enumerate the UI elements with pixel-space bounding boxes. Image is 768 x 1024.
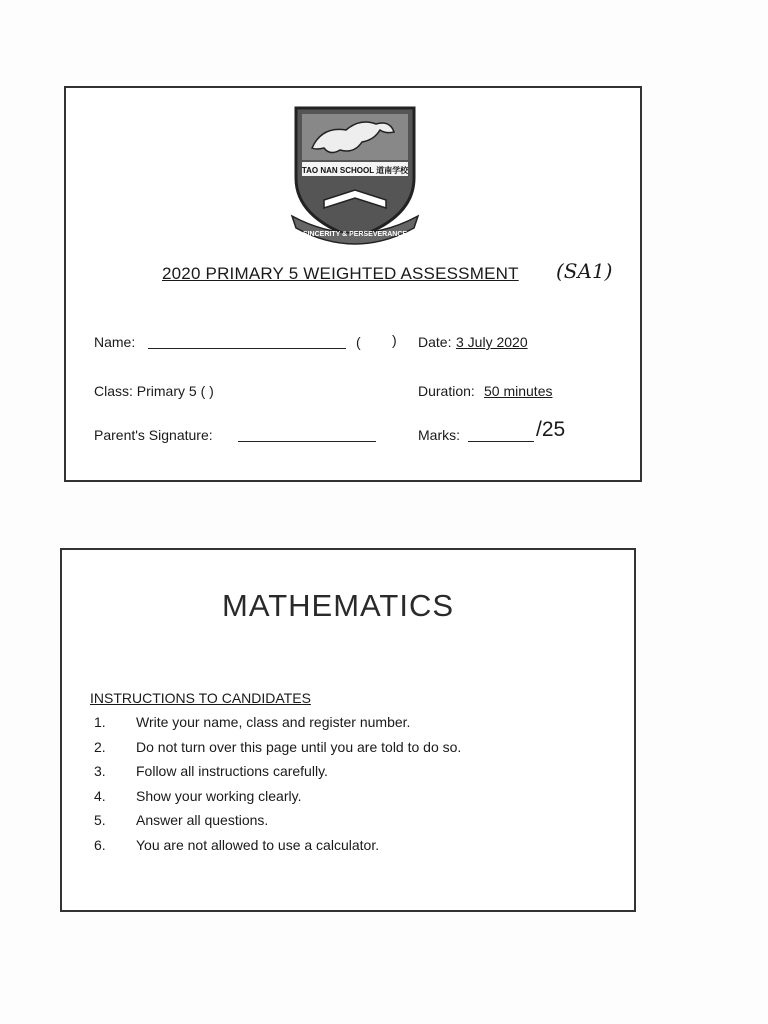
cover-section bbox=[64, 86, 642, 482]
class-label: Class: Primary 5 ( ) bbox=[94, 383, 214, 399]
item-text: Answer all questions. bbox=[136, 812, 269, 828]
school-crest-logo bbox=[288, 100, 422, 248]
item-number: 4. bbox=[94, 787, 106, 804]
item-number: 1. bbox=[94, 714, 106, 730]
name-label: Name: bbox=[94, 334, 136, 350]
item-text: You are not allowed to use a calculator. bbox=[136, 836, 380, 853]
assessment-title: 2020 PRIMARY 5 WEIGHTED ASSESSMENT bbox=[162, 264, 519, 283]
subject-title: MATHEMATICS bbox=[222, 588, 455, 623]
date-label: Date: bbox=[418, 334, 452, 350]
register-number-close: ) bbox=[392, 332, 397, 348]
name-field[interactable] bbox=[148, 334, 346, 349]
duration-label: Duration: bbox=[418, 383, 475, 399]
instructions-heading: INSTRUCTIONS TO CANDIDATES bbox=[90, 690, 311, 706]
handwritten-tag: (SA1) bbox=[556, 259, 613, 283]
duration-value: 50 minutes bbox=[484, 383, 553, 399]
crest-motto-text: SINCERITY & PERSEVERANCE bbox=[302, 231, 408, 238]
date-value: 3 July 2020 bbox=[456, 334, 528, 350]
instructions-section bbox=[60, 548, 636, 912]
item-text: Show your working clearly. bbox=[136, 787, 302, 804]
item-number: 3. bbox=[94, 763, 106, 779]
item-number: 5. bbox=[94, 812, 106, 828]
marks-field[interactable] bbox=[468, 427, 534, 442]
marks-total: /25 bbox=[536, 418, 566, 441]
parent-signature-field[interactable] bbox=[238, 427, 376, 442]
item-number: 6. bbox=[94, 836, 106, 853]
register-number-open: ( bbox=[356, 334, 361, 350]
parent-signature-label: Parent's Signature: bbox=[94, 427, 213, 443]
item-number: 2. bbox=[94, 738, 106, 755]
marks-label: Marks: bbox=[418, 427, 460, 443]
item-text: Write your name, class and register number. bbox=[136, 714, 411, 730]
crest-banner-text: TAO NAN SCHOOL 道南学校 bbox=[301, 166, 409, 175]
item-text: Do not turn over this page until you are told to do so. bbox=[136, 738, 462, 755]
item-text: Follow all instructions carefully. bbox=[136, 763, 328, 779]
